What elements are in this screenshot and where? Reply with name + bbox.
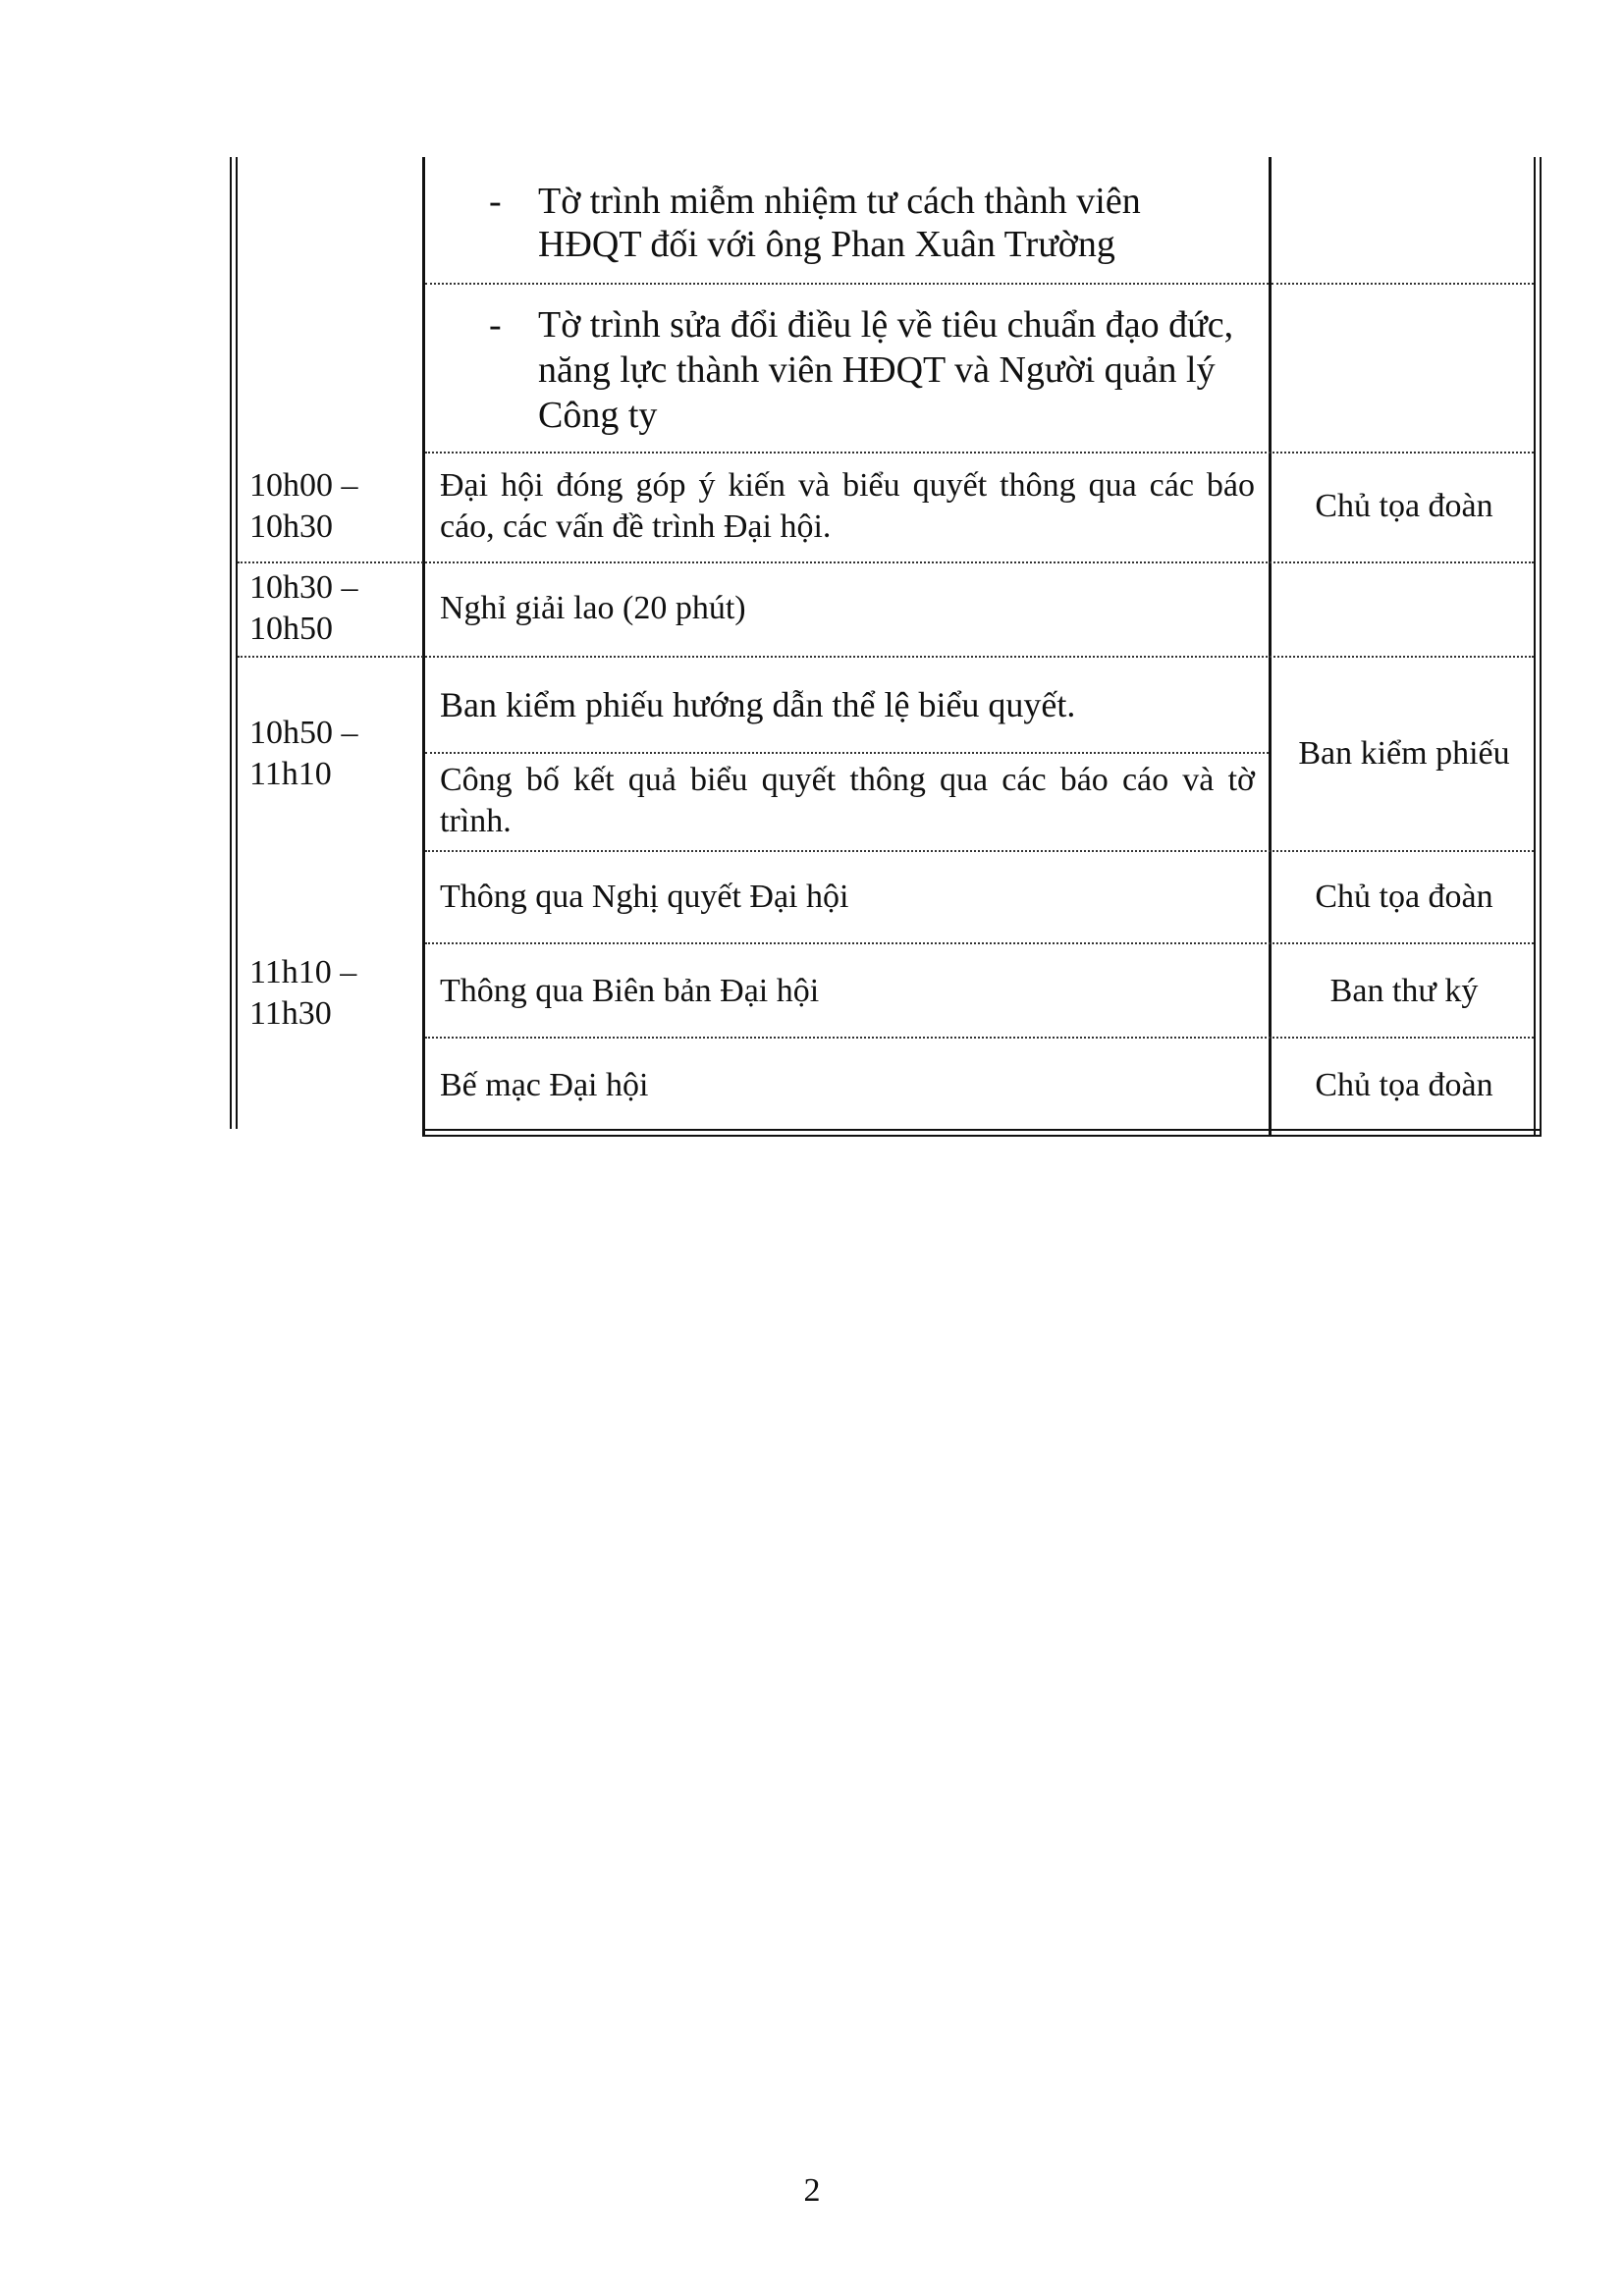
agenda-content: Nghỉ giải lao (20 phút) [440, 590, 746, 626]
time-slot [249, 713, 358, 795]
bullet-text: Tờ trình miễm nhiệm tư cách thành viên [538, 181, 1141, 222]
agenda-content: Thông qua Nghị quyết Đại hội [440, 879, 849, 915]
responsible-party: Chủ tọa đoàn [1315, 1067, 1493, 1103]
responsible-party: Ban thư ký [1329, 973, 1479, 1009]
time-slot [249, 465, 358, 548]
agenda-content: Công bố kết quả biểu quyết thông qua các báo cáo và tờ trình. [440, 762, 1255, 839]
time-start: 10h50 – [249, 715, 358, 751]
time-start: 11h10 – [249, 954, 357, 990]
column-divider-time [422, 157, 425, 1137]
time-end: 11h30 [249, 995, 332, 1032]
time-end: 11h10 [249, 756, 332, 792]
bullet-text: năng lực thành viên HĐQT và Người quản lý [538, 349, 1216, 391]
time-start: 10h00 – [249, 467, 358, 504]
page-number: 2 [803, 2172, 821, 2209]
row-divider [1272, 283, 1534, 285]
bullet-dash: - [489, 304, 502, 346]
responsible-party: Chủ tọa đoàn [1315, 879, 1493, 915]
agenda-content: Thông qua Biên bản Đại hội [440, 973, 820, 1009]
bullet-text: Công ty [538, 395, 658, 436]
bullet-dash: - [489, 181, 502, 222]
responsible-party: Chủ tọa đoàn [1315, 488, 1493, 524]
responsible-party: Ban kiểm phiếu [1298, 735, 1510, 772]
time-start: 10h30 – [249, 569, 358, 606]
bullet-text: Tờ trình sửa đổi điều lệ về tiêu chuẩn đạo đức, [538, 304, 1234, 346]
agenda-content: Đại hội đóng góp ý kiến và biểu quyết thông qua các báo cáo, các vấn đề trình Đại hội. [440, 467, 1255, 545]
row-divider [238, 656, 1534, 658]
row-divider [425, 1037, 1534, 1039]
time-slot [249, 567, 358, 650]
table-left-border [230, 157, 238, 1129]
time-end: 10h50 [249, 611, 333, 647]
agenda-content: Ban kiểm phiếu hướng dẫn thể lệ biểu quyết. [440, 685, 1076, 724]
table-bottom-border [422, 1129, 1542, 1137]
row-divider [425, 283, 1269, 285]
row-divider [425, 752, 1269, 754]
bullet-text: HĐQT đối với ông Phan Xuân Trường [538, 224, 1115, 265]
time-end: 10h30 [249, 508, 333, 545]
row-divider [238, 561, 1534, 563]
agenda-content: Bế mạc Đại hội [440, 1067, 649, 1103]
row-divider [425, 850, 1534, 852]
row-divider [425, 942, 1534, 944]
row-divider [425, 452, 1534, 454]
time-slot [249, 952, 356, 1035]
